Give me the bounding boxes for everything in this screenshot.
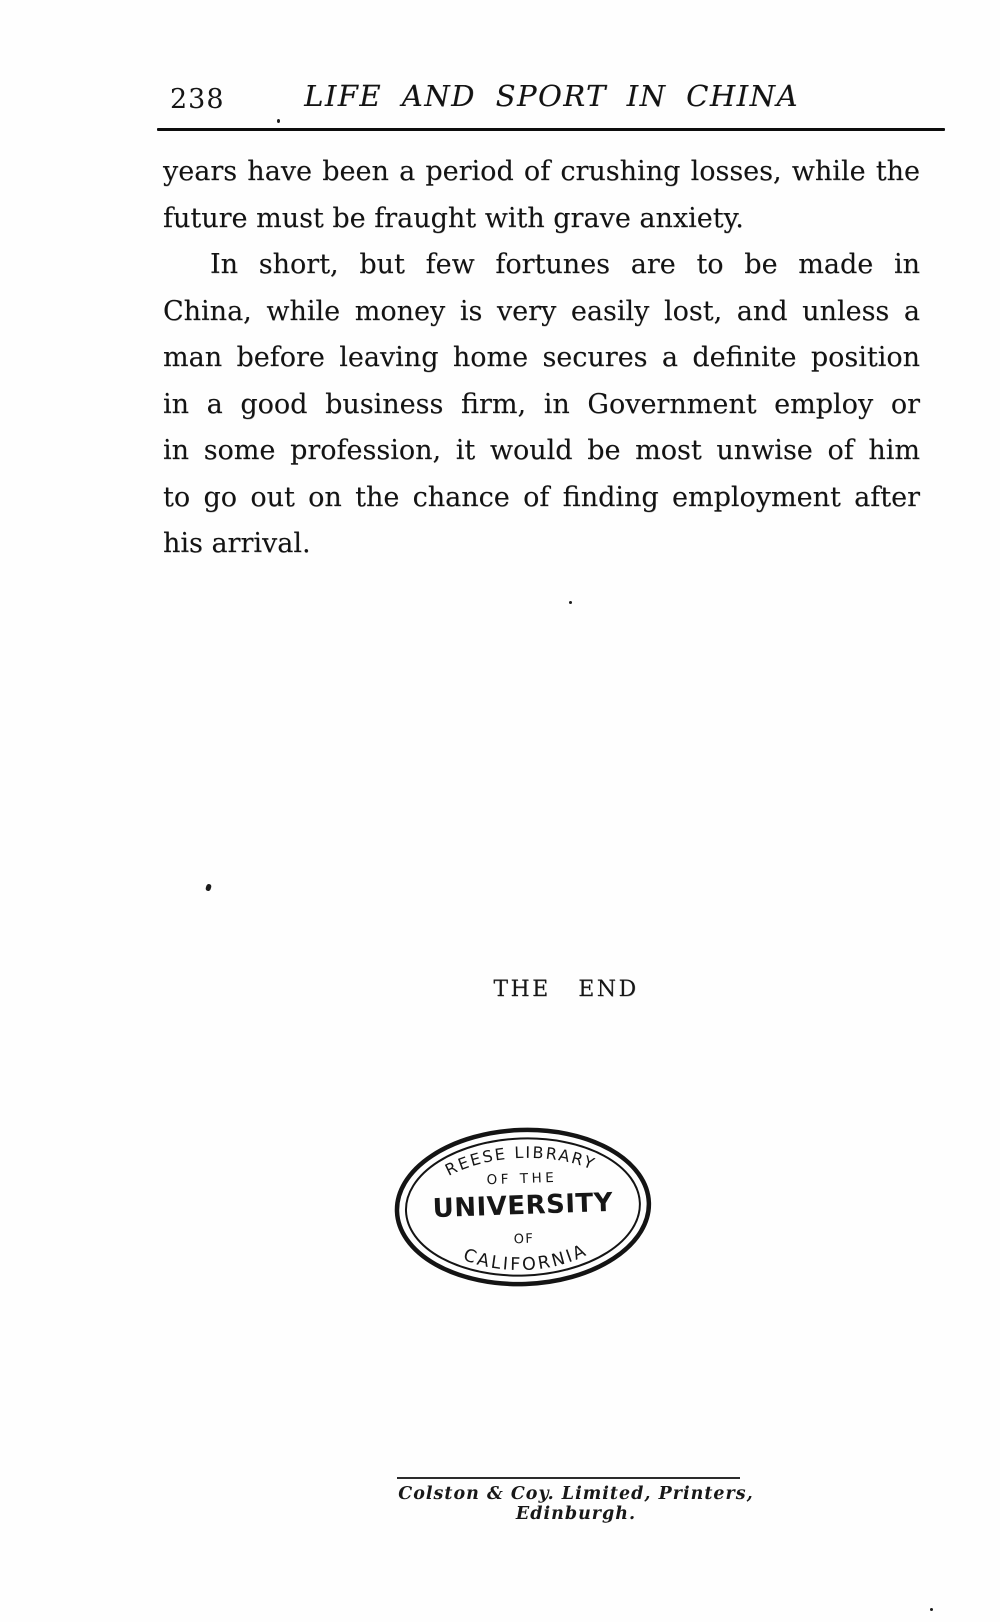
- text-line: in some profession, it would be most unwise of him: [163, 435, 920, 466]
- text-line: China, while money is very easily lost, and unless a: [163, 295, 920, 327]
- text-line: in a good business firm, in Government employ or: [163, 388, 920, 420]
- text-line: future must be fraught with grave anxiety.: [163, 202, 744, 234]
- the-end-label: THE END: [493, 977, 639, 1002]
- stamp-of-text: OF: [513, 1231, 535, 1248]
- text-line: to go out on the chance of finding employment after: [163, 481, 920, 513]
- scan-speck: [277, 119, 280, 123]
- text-line: his arrival.: [163, 528, 311, 559]
- printer-colophon: Colston & Coy. Limited, Printers, Edinburgh.: [398, 1484, 754, 1524]
- stamp-university-text: UNIVERSITY: [432, 1187, 614, 1225]
- paragraph: [163, 242, 920, 568]
- paragraph: [163, 149, 920, 242]
- stamp-of-the-text: OF THE: [486, 1169, 558, 1189]
- running-title: LIFE AND SPORT IN CHINA: [304, 79, 799, 113]
- scan-speck: [930, 1608, 933, 1611]
- stamp-arc-top-text: REESE LIBRARY: [441, 1142, 599, 1180]
- header-rule: [157, 128, 945, 131]
- footer-rule: [397, 1477, 740, 1479]
- scan-speck: [569, 601, 572, 604]
- text-line: years have been a period of crushing losses, while the: [163, 156, 920, 187]
- stamp-arc-bottom-text: CALIFORNIA: [460, 1240, 592, 1276]
- text-line: In short, but few fortunes are to be made in: [210, 249, 920, 280]
- text-line: man before leaving home secures a definite position: [163, 342, 920, 373]
- scan-speck: [205, 883, 212, 891]
- body-text: [163, 149, 920, 568]
- page-number: 238: [170, 84, 225, 115]
- library-stamp: [380, 1112, 666, 1306]
